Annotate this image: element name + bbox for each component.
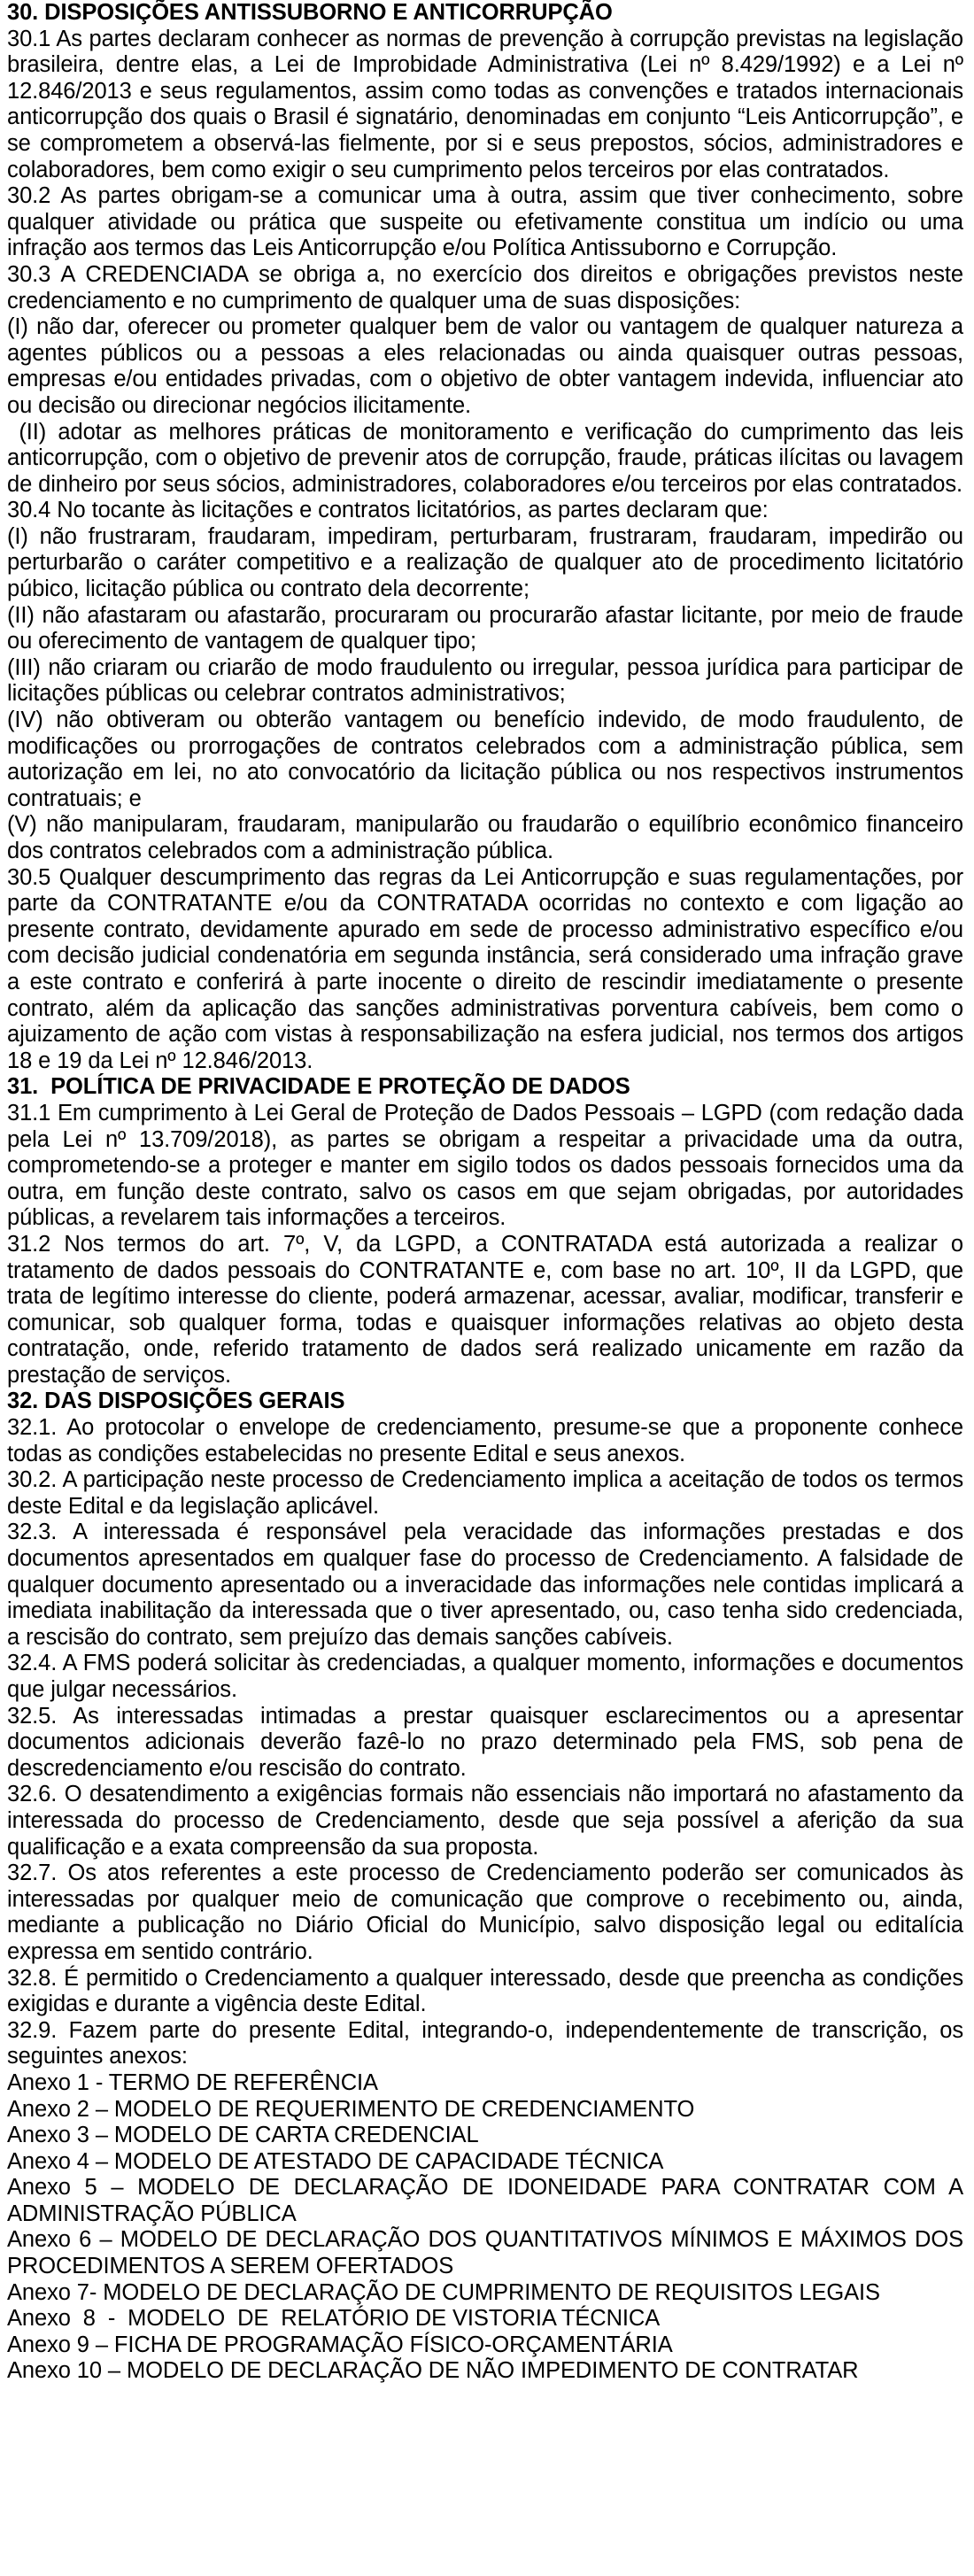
section-heading: 31. POLÍTICA DE PRIVACIDADE E PROTEÇÃO DE DADOS xyxy=(7,1074,630,1100)
paragraph: 32.8. É permitido o Credenciamento a qualquer interessado, desde que preencha as condições exigidas e durante a vigência deste Edital. xyxy=(7,1965,963,2017)
annex-item: Anexo 3 – MODELO DE CARTA CREDENCIAL xyxy=(7,2123,479,2148)
paragraph: (III) não criaram ou criarão de modo fraudulento ou irregular, pessoa jurídica para participar de licitações públicas ou celebrar contratos administrativos; xyxy=(7,654,963,707)
paragraph: 32.7. Os atos referentes a este processo de Credenciamento poderão ser comunicados às interessadas por qualquer meio de comunicação que comprove o recebimento ou, ainda, mediante a publicação no Diário Oficial do Município, salvo disposição legal ou editalícia expressa em sentido contrário. xyxy=(7,1860,963,1964)
paragraph: (IV) não obtiveram ou obterão vantagem ou benefício indevido, de modo fraudulento, de modificações ou prorrogações de contratos celebrados com a administração pública, sem autorização em lei, no ato convocatório da licitação pública ou nos respectivos instrumentos contratuais; e xyxy=(7,708,963,811)
annex-item: Anexo 5 – MODELO DE DECLARAÇÃO DE IDONEIDADE PARA CONTRATAR COM A ADMINISTRAÇÃO PÚBLICA xyxy=(7,2175,963,2226)
annex-item: Anexo 2 – MODELO DE REQUERIMENTO DE CREDENCIAMENTO xyxy=(7,2096,695,2122)
paragraph: 30.2. A participação neste processo de Credenciamento implica a aceitação de todos os termos deste Edital e da legislação aplicável. xyxy=(7,1467,963,1519)
paragraph: (II) não afastaram ou afastarão, procuraram ou procurarão afastar licitante, por meio de fraude ou oferecimento de vantagem de qualquer tipo; xyxy=(7,602,963,654)
paragraph: (I) não dar, oferecer ou prometer qualquer bem de valor ou vantagem de qualquer natureza a agentes públicos ou a pessoas a eles relacionadas ou ainda quaisquer outras pessoas, empresas e/ou entidades privadas, com o objetivo de obter vantagem indevida, influenciar ato ou decisão ou direcionar negócios ilicitamente. xyxy=(7,314,963,418)
paragraph: 30.5 Qualquer descumprimento das regras da Lei Anticorrupção e suas regulamentações, por parte da CONTRATANTE e/ou da CONTRATADA ocorridas no contexto e com ligação ao presente contrato, devidamente apurado em sede de processo administrativo específico e/ou com decisão judicial condenatória em segunda instância, será considerado uma infração grave a este contrato e conferirá à parte inocente o direito de rescindir imediatamente o presente contrato, além da aplicação das sanções administrativas porventura cabíveis, bem como o ajuizamento de ação com vistas à responsabilização na esfera judicial, nos termos dos artigos 18 e 19 da Lei nº 12.846/2013. xyxy=(7,864,963,1073)
paragraph: 32.5. As interessadas intimadas a prestar quaisquer esclarecimentos ou a apresentar documentos adicionais deverão fazê-lo no prazo determinado pela FMS, sob pena de descredenciamento e/ou rescisão do contrato. xyxy=(7,1703,963,1781)
paragraph: (V) não manipularam, fraudaram, manipularão ou fraudarão o equilíbrio econômico financeiro dos contratos celebrados com a administração pública. xyxy=(7,812,963,863)
paragraph: 32.9. Fazem parte do presente Edital, integrando-o, independentemente de transcrição, os seguintes anexos: xyxy=(7,2017,963,2069)
paragraph: 32.1. Ao protocolar o envelope de credenciamento, presume-se que a proponente conhece todas as condições estabelecidas no presente Edital e seus anexos. xyxy=(7,1415,963,1466)
paragraph: 30.1 As partes declaram conhecer as normas de prevenção à corrupção previstas na legislação brasileira, dentre elas, a Lei de Improbidade Administrativa (Lei nº 8.429/1992) e a Lei nº 12.846/2013 e seus regulamentos, assim como todas as convenções e tratados internacionais anticorrupção dos quais o Brasil é signatário, denominadas em conjunto “Leis Anticorrupção”, e se comprometem a observá-las fielmente, por si e seus prepostos, sócios, administradores e colaboradores, bem como exigir o seu cumprimento pelos terceiros por elas contratados. xyxy=(7,26,963,182)
annex-item: Anexo 10 – MODELO DE DECLARAÇÃO DE NÃO IMPEDIMENTO DE CONTRATAR xyxy=(7,2358,859,2384)
paragraph: 31.2 Nos termos do art. 7º, V, da LGPD, a CONTRATADA está autorizada a realizar o tratamento de dados pessoais do CONTRATANTE e, com base no art. 10º, II da LGPD, que trata de legítimo interesse do cliente, poderá armazenar, acessar, avaliar, modificar, transferir e comunicar, sob qualquer forma, todas e quaisquer informações relativas ao objeto desta contratação, onde, referido tratamento de dados será realizado unicamente em razão da prestação de serviços. xyxy=(7,1231,963,1388)
annex-item: Anexo 7- MODELO DE DECLARAÇÃO DE CUMPRIMENTO DE REQUISITOS LEGAIS xyxy=(7,2279,880,2305)
paragraph: 31.1 Em cumprimento à Lei Geral de Proteção de Dados Pessoais – LGPD (com redação dada pela Lei nº 13.709/2018), as partes se obrigam a respeitar a privacidade uma da outra, comprometendo-se a proteger e manter em sigilo todos os dados pessoais fornecidos uma da outra, em função deste contrato, salvo os casos em que sejam obrigadas, por autoridades públicas, a revelarem tais informações a terceiros. xyxy=(7,1100,963,1231)
annex-item: Anexo 4 – MODELO DE ATESTADO DE CAPACIDADE TÉCNICA xyxy=(7,2148,664,2174)
paragraph: 30.4 No tocante às licitações e contratos licitatórios, as partes declaram que: xyxy=(7,498,769,523)
annex-item: Anexo 6 – MODELO DE DECLARAÇÃO DOS QUANTITATIVOS MÍNIMOS E MÁXIMOS DOS PROCEDIMENTOS A SEREM OFERTADOS xyxy=(7,2227,963,2279)
paragraph: 32.4. A FMS poderá solicitar às credenciadas, a qualquer momento, informações e documentos que julgar necessários. xyxy=(7,1651,963,1702)
paragraph: 30.3 A CREDENCIADA se obriga a, no exercício dos direitos e obrigações previstos neste credenciamento e no cumprimento de qualquer uma de suas disposições: xyxy=(7,261,963,313)
paragraph: 30.2 As partes obrigam-se a comunicar uma à outra, assim que tiver conhecimento, sobre qualquer atividade ou prática que suspeite ou efetivamente constitua um indício ou uma infração aos termos das Leis Anticorrupção e/ou Política Antissuborno e Corrupção. xyxy=(7,183,963,261)
section-heading: 30. DISPOSIÇÕES ANTISSUBORNO E ANTICORRUPÇÃO xyxy=(7,0,613,25)
paragraph: 32.3. A interessada é responsável pela veracidade das informações prestadas e dos documentos apresentados em qualquer fase do processo de Credenciamento. A falsidade de qualquer documento apresentado ou a inveracidade das informações nele contidas implicará a imediata inabilitação da interessada que o tiver apresentado, ou, caso tenha sido credenciada, a rescisão do contrato, sem prejuízo das demais sanções cabíveis. xyxy=(7,1520,963,1650)
annex-item: Anexo 1 - TERMO DE REFERÊNCIA xyxy=(7,2069,378,2095)
annex-item: Anexo 9 – FICHA DE PROGRAMAÇÃO FÍSICO-ORÇAMENTÁRIA xyxy=(7,2332,673,2357)
section-heading: 32. DAS DISPOSIÇÕES GERAIS xyxy=(7,1389,345,1414)
paragraph: (I) não frustraram, fraudaram, impediram, perturbaram, frustraram, fraudaram, impedirão ou perturbarão o caráter competitivo e a realização de qualquer ato de procedimento licitatório púbico, licitação pública ou contrato dela decorrente; xyxy=(7,523,963,602)
annex-item: Anexo 8 - MODELO DE RELATÓRIO DE VISTORIA TÉCNICA xyxy=(7,2306,661,2332)
paragraph: 32.6. O desatendimento a exigências formais não essenciais não importará no afastamento da interessada do processo de Credenciamento, desde que seja possível a aferição da sua qualificação e a exata compreensão da sua proposta. xyxy=(7,1782,963,1860)
paragraph: (II) adotar as melhores práticas de monitoramento e verificação do cumprimento das leis anticorrupção, com o objetivo de prevenir atos de corrupção, fraude, práticas ilícitas ou lavagem de dinheiro por seus sócios, administradores, colaboradores e/ou terceiros por elas contratados. xyxy=(7,419,970,497)
